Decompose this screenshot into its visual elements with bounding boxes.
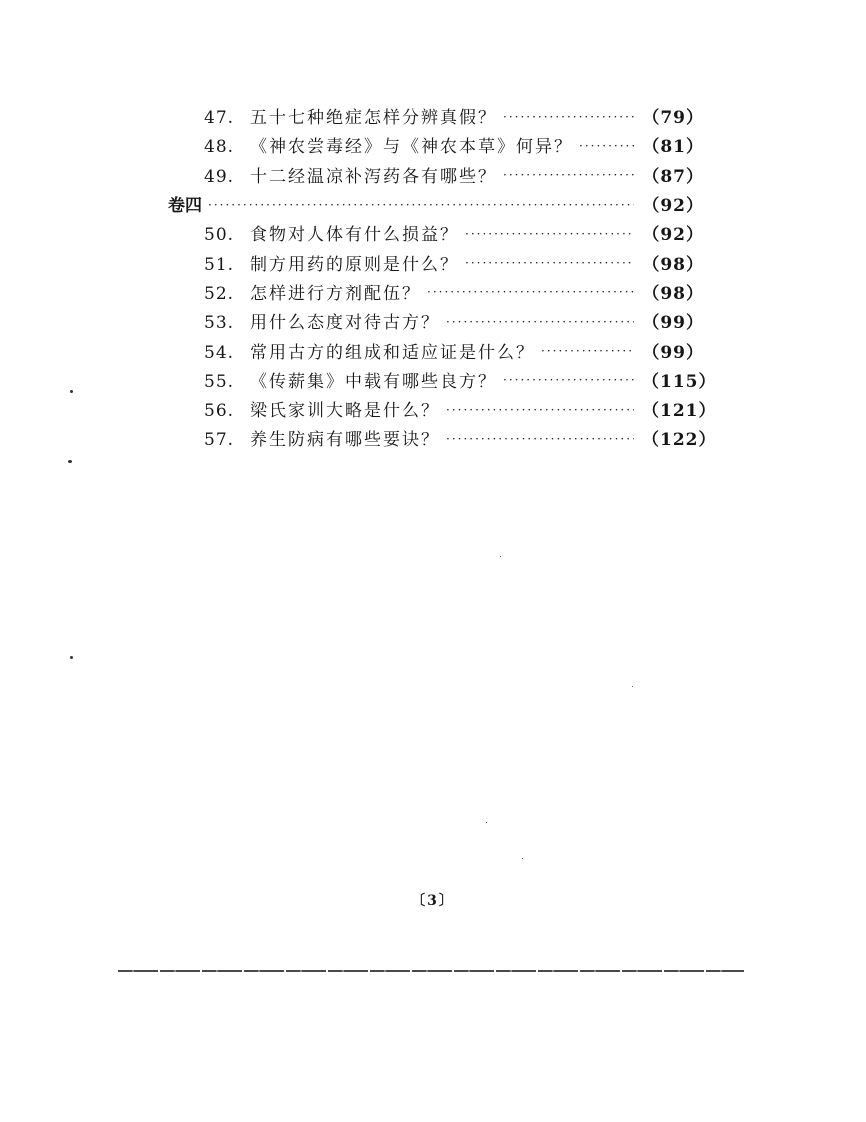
toc-entry bbox=[168, 104, 704, 133]
toc-entry bbox=[168, 250, 704, 279]
entry-page: （79） bbox=[642, 108, 704, 129]
entry-title: 五十七种绝症怎样分辨真假？ bbox=[250, 108, 497, 129]
entry-page: （99） bbox=[642, 313, 704, 334]
entry-number: 49. bbox=[204, 166, 235, 187]
scan-speck bbox=[486, 822, 487, 823]
entry-page: （121） bbox=[642, 401, 717, 422]
page-number: 〔3〕 bbox=[411, 893, 455, 909]
entry-page: （87） bbox=[642, 166, 704, 187]
entry-title: 《传薪集》中载有哪些良方？ bbox=[250, 371, 497, 392]
dot-leader bbox=[541, 345, 634, 357]
entry-page: （92） bbox=[642, 196, 704, 217]
dot-leader bbox=[465, 228, 634, 240]
toc-volume-heading bbox=[168, 192, 704, 221]
entry-number: 55. bbox=[204, 371, 235, 392]
entry-title: 养生防病有哪些要诀？ bbox=[250, 430, 440, 451]
dot-leader bbox=[465, 257, 634, 269]
dot-leader bbox=[503, 169, 634, 181]
volume-title: 卷四 bbox=[168, 196, 202, 217]
entry-number: 54. bbox=[204, 342, 235, 363]
scan-speck bbox=[70, 656, 73, 659]
entry-number: 53. bbox=[204, 313, 235, 334]
entry-page: （115） bbox=[642, 371, 717, 392]
entry-page: （99） bbox=[642, 342, 704, 363]
toc-entry bbox=[168, 426, 717, 455]
entry-page: （92） bbox=[642, 225, 704, 246]
entry-number: 56. bbox=[204, 401, 235, 422]
toc-entry bbox=[168, 338, 704, 367]
entry-title: 梁氏家训大略是什么？ bbox=[250, 401, 440, 422]
entry-title: 怎样进行方剂配伍？ bbox=[250, 283, 421, 304]
entry-number: 50. bbox=[204, 225, 235, 246]
entry-title: 制方用药的原则是什么？ bbox=[250, 254, 459, 275]
entry-page: （98） bbox=[642, 283, 704, 304]
entry-page: （98） bbox=[642, 254, 704, 275]
dot-leader bbox=[503, 111, 634, 123]
dot-leader bbox=[208, 199, 634, 211]
entry-number: 47. bbox=[204, 108, 235, 129]
toc-entry bbox=[168, 221, 704, 250]
entry-title: 用什么态度对待古方？ bbox=[250, 313, 440, 334]
toc-entry bbox=[168, 280, 704, 309]
bottom-scan-line bbox=[118, 970, 744, 972]
entry-number: 48. bbox=[204, 137, 235, 158]
entry-number: 52. bbox=[204, 283, 235, 304]
dot-leader bbox=[427, 286, 634, 298]
dot-leader bbox=[503, 374, 634, 386]
entry-number: 57. bbox=[204, 430, 235, 451]
dot-leader bbox=[446, 404, 634, 416]
scan-speck bbox=[522, 858, 523, 859]
scan-speck bbox=[68, 460, 72, 463]
entry-number: 51. bbox=[204, 254, 235, 275]
toc-entry bbox=[168, 309, 704, 338]
scan-speck bbox=[500, 556, 501, 557]
entry-page: （81） bbox=[642, 137, 704, 158]
entry-title: 食物对人体有什么损益？ bbox=[250, 225, 459, 246]
entry-title: 十二经温凉补泻药各有哪些？ bbox=[250, 166, 497, 187]
entry-page: （122） bbox=[642, 430, 717, 451]
toc-entry bbox=[168, 163, 704, 192]
toc-entry bbox=[168, 397, 717, 426]
toc-entry bbox=[168, 133, 704, 162]
entry-title: 常用古方的组成和适应证是什么？ bbox=[250, 342, 535, 363]
dot-leader bbox=[446, 316, 634, 328]
entry-title: 《神农尝毒经》与《神农本草》何异？ bbox=[250, 137, 573, 158]
scan-speck bbox=[632, 686, 633, 687]
scan-speck bbox=[70, 390, 73, 393]
dot-leader bbox=[579, 140, 634, 152]
table-of-contents bbox=[168, 104, 717, 456]
dot-leader bbox=[446, 433, 634, 445]
toc-entry bbox=[168, 368, 717, 397]
